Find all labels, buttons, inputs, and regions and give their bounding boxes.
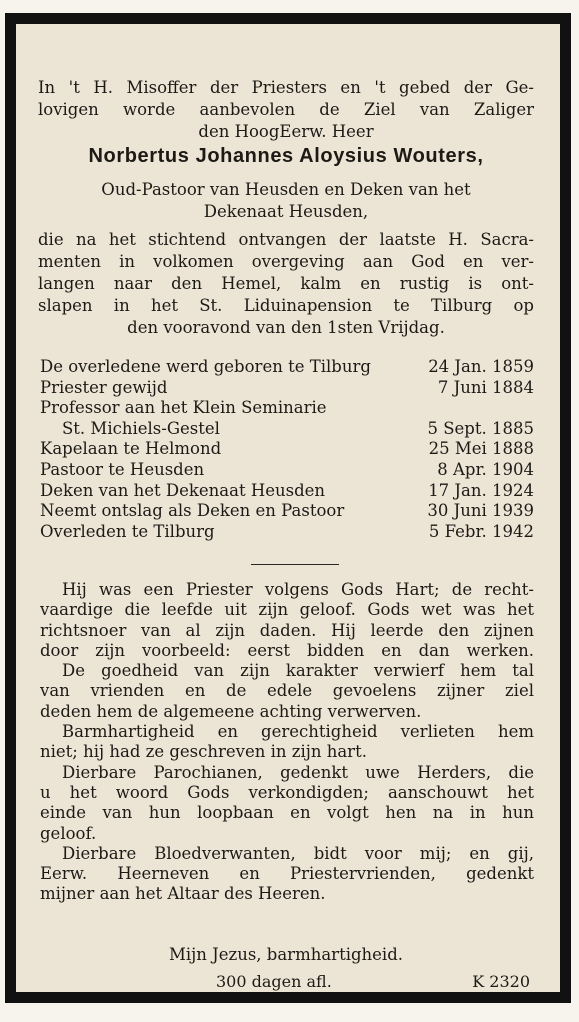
eulogy-line: Dierbare Parochianen, gedenkt uwe Herders, die — [62, 762, 534, 782]
death-line: die na het stichtend ontvangen der laatste H. Sacra- — [38, 230, 534, 249]
career-row — [40, 419, 534, 440]
career-event: Kapelaan te Helmond — [40, 439, 222, 459]
eulogy-line: Hij was een Priester volgens Gods Hart; de recht- — [62, 580, 534, 599]
memorial-card — [5, 13, 571, 1003]
card-paper — [16, 24, 560, 992]
eulogy-line: De goedheid van zijn karakter verwierf hem tal — [62, 661, 534, 681]
career-date: 17 Jan. 1924 — [428, 480, 534, 500]
intro-text — [38, 77, 534, 143]
career-event: De overledene werd geboren te Tilburg — [40, 357, 371, 376]
eulogy-line: niet; hij had ze geschreven in zijn hart. — [40, 742, 367, 762]
intro-line: den HoogEerw. Heer — [198, 122, 374, 141]
career-date: 25 Mei 1888 — [428, 439, 534, 459]
career-row — [40, 460, 534, 481]
career-date: 8 Apr. 1904 — [437, 459, 534, 479]
indulgence: 300 dagen afl. — [216, 972, 332, 991]
career-row — [40, 481, 534, 502]
career-list — [40, 357, 534, 542]
eulogy-line: Barmhartigheid en gerechtigheid verlieten hem — [62, 722, 534, 742]
eulogy-line: deden hem de algemeene achting verwerven. — [40, 701, 422, 721]
subtitle-line: Dekenaat Heusden, — [203, 202, 369, 221]
career-row — [40, 398, 534, 419]
intro-line: lovigen worde aanbevolen de Ziel van Zaliger — [38, 100, 534, 119]
career-date: 24 Jan. 1859 — [428, 357, 534, 376]
career-date: 5 Febr. 1942 — [428, 521, 534, 541]
career-date: 5 Sept. 1885 — [427, 418, 534, 438]
career-event: Deken van het Dekenaat Heusden — [40, 480, 326, 500]
career-event: Neemt ontslag als Deken en Pastoor — [40, 501, 345, 521]
death-line: langen naar den Hemel, kalm en rustig is ont- — [38, 274, 534, 293]
eulogy-line: vaardige die leefde uit zijn geloof. Gods wet was het — [40, 600, 534, 620]
eulogy-line: richtsnoer van al zijn daden. Hij leerde den zijnen — [40, 620, 534, 640]
death-line: slapen in het St. Liduinapension te Tilburg op — [38, 296, 534, 315]
eulogy-text — [40, 580, 534, 905]
career-row — [40, 357, 534, 378]
eulogy-line: Eerw. Heerneven en Priestervrienden, gedenkt — [40, 864, 534, 884]
career-date: 7 Juni 1884 — [437, 377, 534, 397]
career-date: 30 Juni 1939 — [427, 501, 534, 521]
eulogy-line: mijner aan het Altaar des Heeren. — [40, 884, 326, 904]
eulogy-line: van vrienden en de edele gevoelens zijner ziel — [40, 681, 534, 701]
eulogy-line: u het woord Gods verkondigden; aanschouwt het — [40, 782, 534, 802]
career-event: Priester gewijd — [40, 377, 168, 397]
career-event: Pastoor te Heusden — [40, 459, 205, 479]
career-event: Professor aan het Klein Seminarie — [40, 398, 327, 418]
death-line: den vooravond van den 1sten Vrijdag. — [127, 318, 445, 337]
eulogy-line: Dierbare Bloedverwanten, bidt voor mij; en gij, — [62, 843, 534, 863]
prayer: Mijn Jezus, barmhartigheid. — [168, 945, 404, 964]
career-row — [40, 439, 534, 460]
subtitle-line: Oud-Pastoor van Heusden en Deken van het — [101, 180, 471, 199]
career-row — [40, 501, 534, 522]
career-event: St. Michiels-Gestel — [62, 418, 220, 438]
eulogy-line: door zijn voorbeeld: eerst bidden en dan werken. — [40, 640, 534, 660]
print-code: K 2320 — [472, 972, 530, 991]
subtitle — [38, 179, 534, 223]
divider — [251, 564, 339, 565]
intro-line: In 't H. Misoffer der Priesters en 't gebed der Ge- — [38, 78, 534, 97]
career-event: Overleden te Tilburg — [40, 521, 215, 541]
death-notice — [38, 229, 534, 339]
career-row — [40, 522, 534, 543]
deceased-name: Norbertus Johannes Aloysius Wouters, — [88, 145, 484, 167]
career-row — [40, 378, 534, 399]
eulogy-line: geloof. — [40, 823, 97, 843]
eulogy-line: einde van hun loopbaan en volgt hen na in hun — [40, 803, 534, 823]
death-line: menten in volkomen overgeving aan God en ver- — [38, 252, 534, 271]
